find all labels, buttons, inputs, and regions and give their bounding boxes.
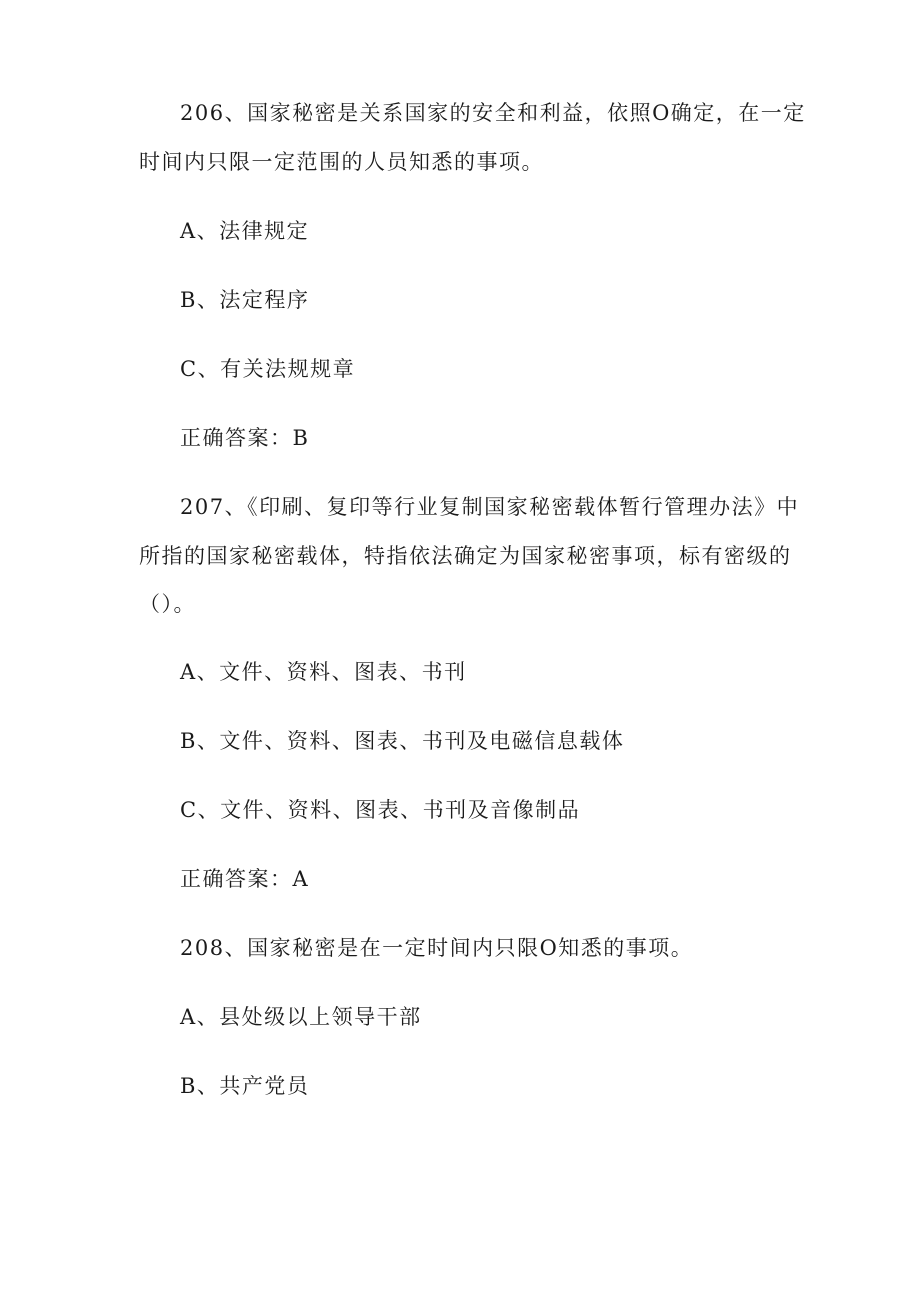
option-c: C、文件、资料、图表、书刊及音像制品 — [180, 798, 581, 822]
question-text-line: （）。 — [139, 592, 196, 616]
question-text-line: 所指的国家秘密载体，特指依法确定为国家秘密事项，标有密级的 — [139, 544, 792, 568]
option-b: B、文件、资料、图表、书刊及电磁信息载体 — [180, 729, 625, 753]
option-a: A、法律规定 — [180, 219, 310, 243]
option-c: C、有关法规规章 — [180, 357, 356, 381]
answer-line: 正确答案：A — [180, 867, 310, 891]
option-b: B、法定程序 — [180, 288, 310, 312]
option-b: B、共产党员 — [180, 1074, 310, 1098]
answer-line: 正确答案：B — [180, 426, 310, 450]
option-a: A、县处级以上领导干部 — [180, 1005, 422, 1029]
option-a: A、文件、资料、图表、书刊 — [180, 660, 467, 684]
question-text-line: 206、国家秘密是关系国家的安全和利益，依照O确定，在一定 — [180, 101, 806, 125]
question-text-line: 208、国家秘密是在一定时间内只限O知悉的事项。 — [180, 936, 694, 960]
question-text-line: 时间内只限一定范围的人员知悉的事项。 — [139, 150, 544, 174]
question-text-line: 207、《印刷、复印等行业复制国家秘密载体暂行管理办法》中 — [180, 495, 800, 519]
